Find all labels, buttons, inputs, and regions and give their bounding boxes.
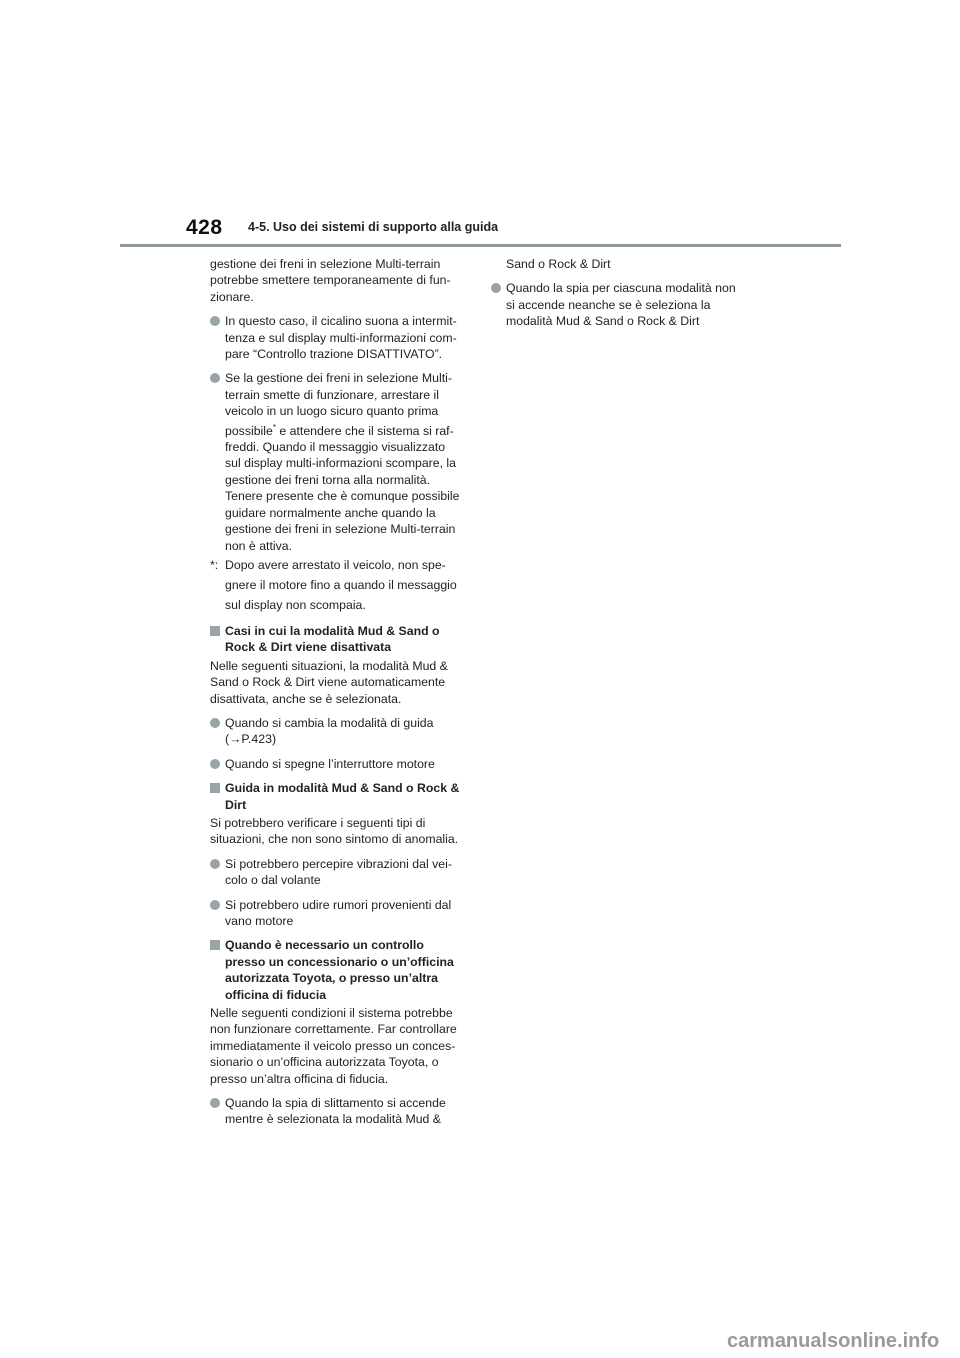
heading-square-icon: [210, 940, 220, 950]
text-line: terrain smette di funzionare, arrestare il: [225, 387, 439, 402]
text-line: gestione dei freni in selezione Multi-terrain: [210, 257, 441, 271]
text-line: Quando si cambia la modalità di guida: [225, 715, 434, 730]
continued-text: [491, 256, 753, 272]
text-line: sul display multi-informazioni scompare, la: [225, 456, 456, 471]
bullet-item: [210, 856, 472, 889]
left-column: [210, 256, 472, 1136]
text-line: officina di fiducia: [225, 987, 327, 1002]
section-title: 4-5. Uso dei sistemi di supporto alla guida: [248, 220, 499, 234]
page-number: 428: [186, 216, 223, 239]
text-line: pare “Controllo trazione DISATTIVATO”.: [225, 347, 443, 362]
text-line: Sand o Rock & Dirt: [506, 257, 611, 271]
text-line: Si potrebbero verificare i seguenti tipi di: [210, 815, 426, 830]
text-line: Dirt: [225, 797, 247, 812]
text-line: colo o dal volante: [225, 873, 321, 888]
page-reference-link[interactable]: (→P.423): [225, 732, 277, 747]
watermark: carmanualsonline.info: [727, 1330, 940, 1352]
text-line: guidare normalmente anche quando la: [225, 505, 436, 520]
text-line: situazioni, che non sono sintomo di anomalia.: [210, 832, 459, 847]
text-line: sul display non scompaia.: [225, 597, 366, 612]
text-line: potrebbe smettere temporaneamente di fun-: [210, 273, 451, 288]
section-heading: [210, 623, 472, 656]
bullet-item: [210, 313, 472, 362]
text-line: modalità Mud & Sand o Rock & Dirt: [506, 314, 700, 329]
text-line: Nelle seguenti condizioni il sistema potrebbe: [210, 1006, 453, 1021]
text-line: Si potrebbero percepire vibrazioni dal vei-: [225, 856, 452, 871]
text-line: Tenere presente che è comunque possibile: [225, 489, 460, 504]
text-line: Dopo avere arrestato il veicolo, non spe-: [225, 557, 446, 572]
right-column: [491, 256, 753, 338]
paragraph: [210, 1005, 472, 1087]
text-line: Sand o Rock & Dirt viene automaticamente: [210, 675, 446, 690]
text-line: tenza e sul display multi-informazioni com-: [225, 330, 457, 345]
bullet-item: [210, 370, 472, 553]
intro-paragraph: [210, 256, 472, 305]
bullet-dot-icon: [210, 859, 220, 869]
footnote-marker: *: [272, 422, 276, 432]
footnote-mark: *:: [210, 557, 219, 572]
text-line: e attendere che il sistema si raf-: [275, 423, 454, 438]
text-line: presso un’altra officina di fiducia.: [210, 1071, 389, 1086]
text-line: autorizzata Toyota, o presso un’altra: [225, 971, 438, 986]
text-word: possibile: [225, 423, 273, 438]
text-line: Quando la spia per ciascuna modalità non: [506, 281, 736, 296]
bullet-dot-icon: [210, 900, 220, 910]
bullet-dot-icon: [210, 373, 220, 383]
bullet-dot-icon: [210, 759, 220, 769]
text-line: gnere il motore fino a quando il messaggio: [225, 577, 457, 592]
text-line: Quando la spia di slittamento si accende: [225, 1096, 446, 1111]
text-line: disattivata, anche se è selezionata.: [210, 691, 402, 706]
text-line: gestione dei freni in selezione Multi-terrain: [225, 522, 456, 537]
text-line: mentre è selezionata la modalità Mud &: [225, 1112, 441, 1127]
bullet-item: [210, 897, 472, 930]
paragraph: [210, 815, 472, 848]
text-line: zionare.: [210, 289, 254, 304]
text-line: Quando si spegne l’interruttore motore: [225, 756, 435, 771]
text-line: gestione dei freni torna alla normalità.: [225, 472, 431, 487]
text-line: In questo caso, il cicalino suona a intermit-: [225, 314, 457, 329]
text-line: Nelle seguenti situazioni, la modalità Mud &: [210, 658, 448, 673]
bullet-dot-icon: [210, 316, 220, 326]
text-line: Rock & Dirt viene disattivata: [225, 640, 392, 655]
text-line: Si potrebbero udire rumori provenienti dal: [225, 897, 452, 912]
text-line: non è attiva.: [225, 538, 292, 553]
text-line: Guida in modalità Mud & Sand o Rock &: [225, 781, 460, 796]
text-line: Quando è necessario un controllo: [225, 938, 424, 953]
bullet-dot-icon: [210, 1098, 220, 1108]
heading-square-icon: [210, 783, 220, 793]
text-line: immediatamente il veicolo presso un conces-: [210, 1038, 456, 1053]
text-line: Casi in cui la modalità Mud & Sand o: [225, 623, 440, 638]
section-heading: [210, 780, 472, 813]
footnote: [210, 555, 472, 615]
bullet-item: [210, 1095, 472, 1128]
text-line: freddi. Quando il messaggio visualizzato: [225, 440, 446, 455]
text-line: veicolo in un luogo sicuro quanto prima: [225, 404, 439, 419]
paragraph: [210, 658, 472, 707]
text-line: Se la gestione dei freni in selezione Multi-: [225, 371, 452, 386]
header-rule: [120, 244, 841, 247]
bullet-dot-icon: [210, 718, 220, 728]
text-line: non funzionare correttamente. Far controllare: [210, 1022, 457, 1037]
text-line: presso un concessionario o un’officina: [225, 954, 454, 969]
text-line: si accende neanche se è seleziona la: [506, 297, 711, 312]
bullet-item: [210, 756, 472, 772]
heading-square-icon: [210, 626, 220, 636]
text-line: sionario o un’officina autorizzata Toyota, o: [210, 1055, 439, 1070]
section-heading: [210, 937, 472, 1003]
text-line: vano motore: [225, 914, 294, 928]
bullet-dot-icon: [491, 283, 501, 293]
bullet-item: [491, 280, 753, 329]
bullet-item: [210, 715, 472, 748]
